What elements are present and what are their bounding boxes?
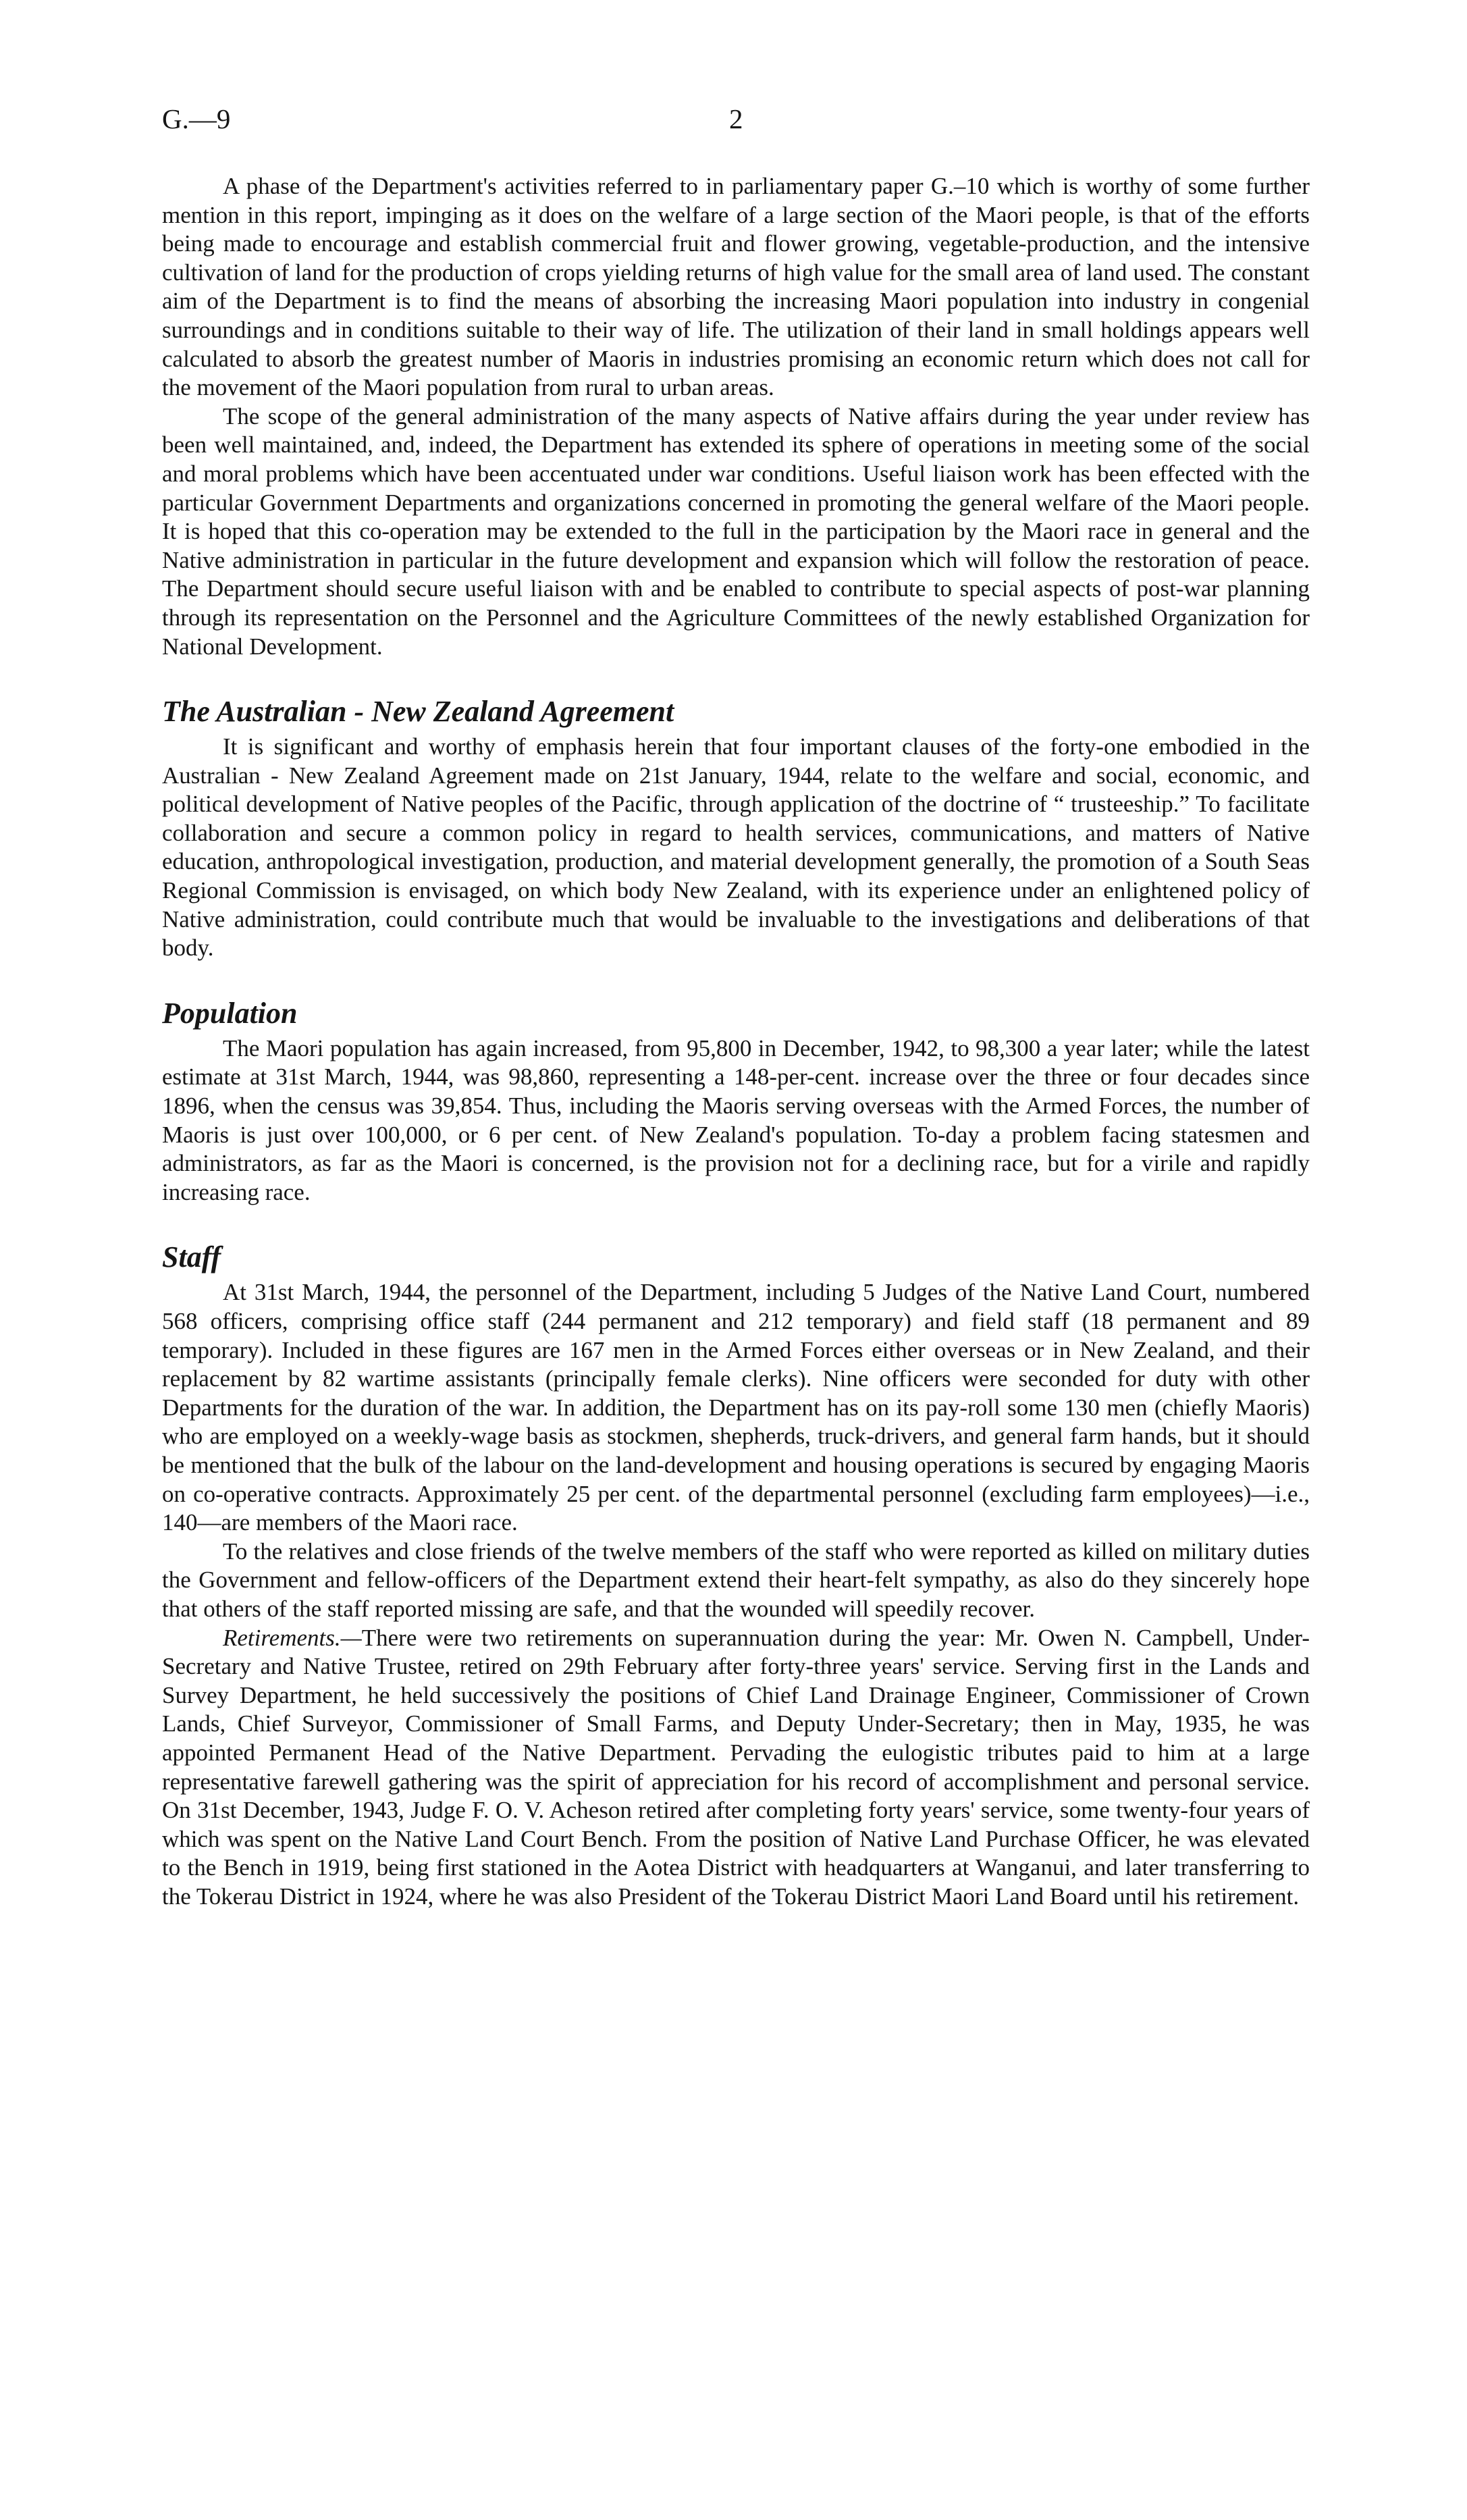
agreement-paragraph: It is significant and worthy of emphasis herein that four important clauses of the forty-one embodied in the Australian - New Zealand Agreement made on 21st January, 1944, relate to the welfare and social, economic, and political development of Native peoples of the Pacific, through application of the doctrine of “ trusteeship.” To facilitate collaboration and secure a common policy in regard to health services, communications, and matters of Native education, anthropological investigation, production, and material development generally, the promotion of a South Seas Regional Commission is envisaged, on which body New Zealand, with its experience under an enlightened policy of Native administration, could contribute much that would be invaluable to the investigations and deliberations of that body. <box>162 733 1310 962</box>
population-paragraph: The Maori population has again increased, from 95,800 in December, 1942, to 98,300 a year later; while the latest estimate at 31st March, 1944, was 98,860, representing a 148-per-cent. increase over the three or four decades since 1896, when the census was 39,854. Thus, including the Maoris serving overseas with the Armed Forces, the number of Maoris is just over 100,000, or 6 per cent. of New Zealand's population. To-day a problem facing statesmen and administrators, as far as the Maori is concerned, is the provision not for a declining race, but for a virile and rapidly increasing race. <box>162 1034 1310 1205</box>
staff-heading: Staff <box>162 1240 221 1274</box>
page-number: 2 <box>729 103 743 134</box>
staff-paragraph-1: At 31st March, 1944, the personnel of the Department, including 5 Judges of the Native Land Court, numbered 568 officers, comprising office staff (244 permanent and 212 temporary) and field staff (18 permanent and 89 temporary). Included in these figures are 167 men in the Armed Forces either overseas or in New Zealand, and their replacement by 82 wartime assistants (principally female clerks). Nine officers were seconded for duty with other Departments for the duration of the war. In addition, the Department has on its pay-roll some 130 men (chiefly Maoris) who are employed on a weekly-wage basis as stockmen, shepherds, truck-drivers, and general farm hands, but it should be mentioned that the bulk of the labour on the land-development and housing operations is secured by engaging Maoris on co-operative contracts. Approximately 25 per cent. of the departmental personnel (excluding farm employees)—i.e., 140—are members of the Maori race. <box>162 1279 1310 1536</box>
population-heading: Population <box>162 996 298 1030</box>
retirements-paragraph <box>162 1624 1310 1912</box>
retirements-label: Retirements.— <box>223 1624 362 1651</box>
intro-paragraph-1: A phase of the Department's activities referred to in parliamentary paper G.–10 which is worthy of some further mention in this report, impinging as it does on the welfare of a large section of the Maori people, is that of the efforts being made to encourage and establish commercial fruit and flower growing, vegetable-production, and the intensive cultivation of land for the production of crops yielding returns of high value for the small area of land used. The constant aim of the Department is to find the means of absorbing the increasing Maori population into industry in congenial surroundings and in conditions suitable to their way of life. The utilization of their land in small holdings appears well calculated to absorb the greatest number of Maoris in industries promising an economic return which does not call for the movement of the Maori population from rural to urban areas. <box>162 173 1310 401</box>
agreement-heading: The Australian - New Zealand Agreement <box>162 695 674 729</box>
document-body <box>162 172 1310 1911</box>
series-number: G.—9 <box>162 103 231 134</box>
staff-paragraph-2: To the relatives and close friends of the twelve members of the staff who were reported as killed on military duties the Government and fellow-officers of the Department extend their heart-felt sympathy, as also do they sincerely hope that others of the staff reported missing are safe, and that the wounded will speedily recover. <box>162 1538 1310 1622</box>
page-header <box>162 103 1310 143</box>
retirements-text: There were two retirements on superannuation during the year: Mr. Owen N. Campbell, Under-Secretary and Native Trustee, retired on 29th February after forty-three years' service. Serving first in the Lands and Survey Department, he held successively the positions of Chief Land Drainage Engineer, Commissioner of Crown Lands, Chief Surveyor, Commissioner of Small Farms, and Deputy Under-Secretary; then in May, 1935, he was appointed Permanent Head of the Native Department. Pervading the eulogistic tributes paid to him at a large representative farewell gathering was the spirit of appreciation for his record of accomplishment and personal service. On 31st December, 1943, Judge F. O. V. Acheson retired after completing forty years' service, some twenty-four years of which was spent on the Native Land Court Bench. From the position of Native Land Purchase Officer, he was elevated to the Bench in 1919, being first stationed in the Aotea District with headquarters at Wanganui, and later transferring to the Tokerau District in 1924, where he was also President of the Tokerau District Maori Land Board until his retirement. <box>162 1624 1310 1910</box>
intro-paragraph-2: The scope of the general administration of the many aspects of Native affairs during the year under review has been well maintained, and, indeed, the Department has extended its sphere of operations in meeting some of the social and moral problems which have been accentuated under war conditions. Useful liaison work has been effected with the particular Government Departments and organizations concerned in promoting the general welfare of the Maori people. It is hoped that this co-operation may be extended to the full in the participation by the Maori race in general and the Native administration in particular in the future development and expansion which will follow the restoration of peace. The Department should secure useful liaison with and be enabled to contribute to special aspects of post-war planning through its representation on the Personnel and the Agriculture Committees of the newly established Organization for National Development. <box>162 402 1310 660</box>
